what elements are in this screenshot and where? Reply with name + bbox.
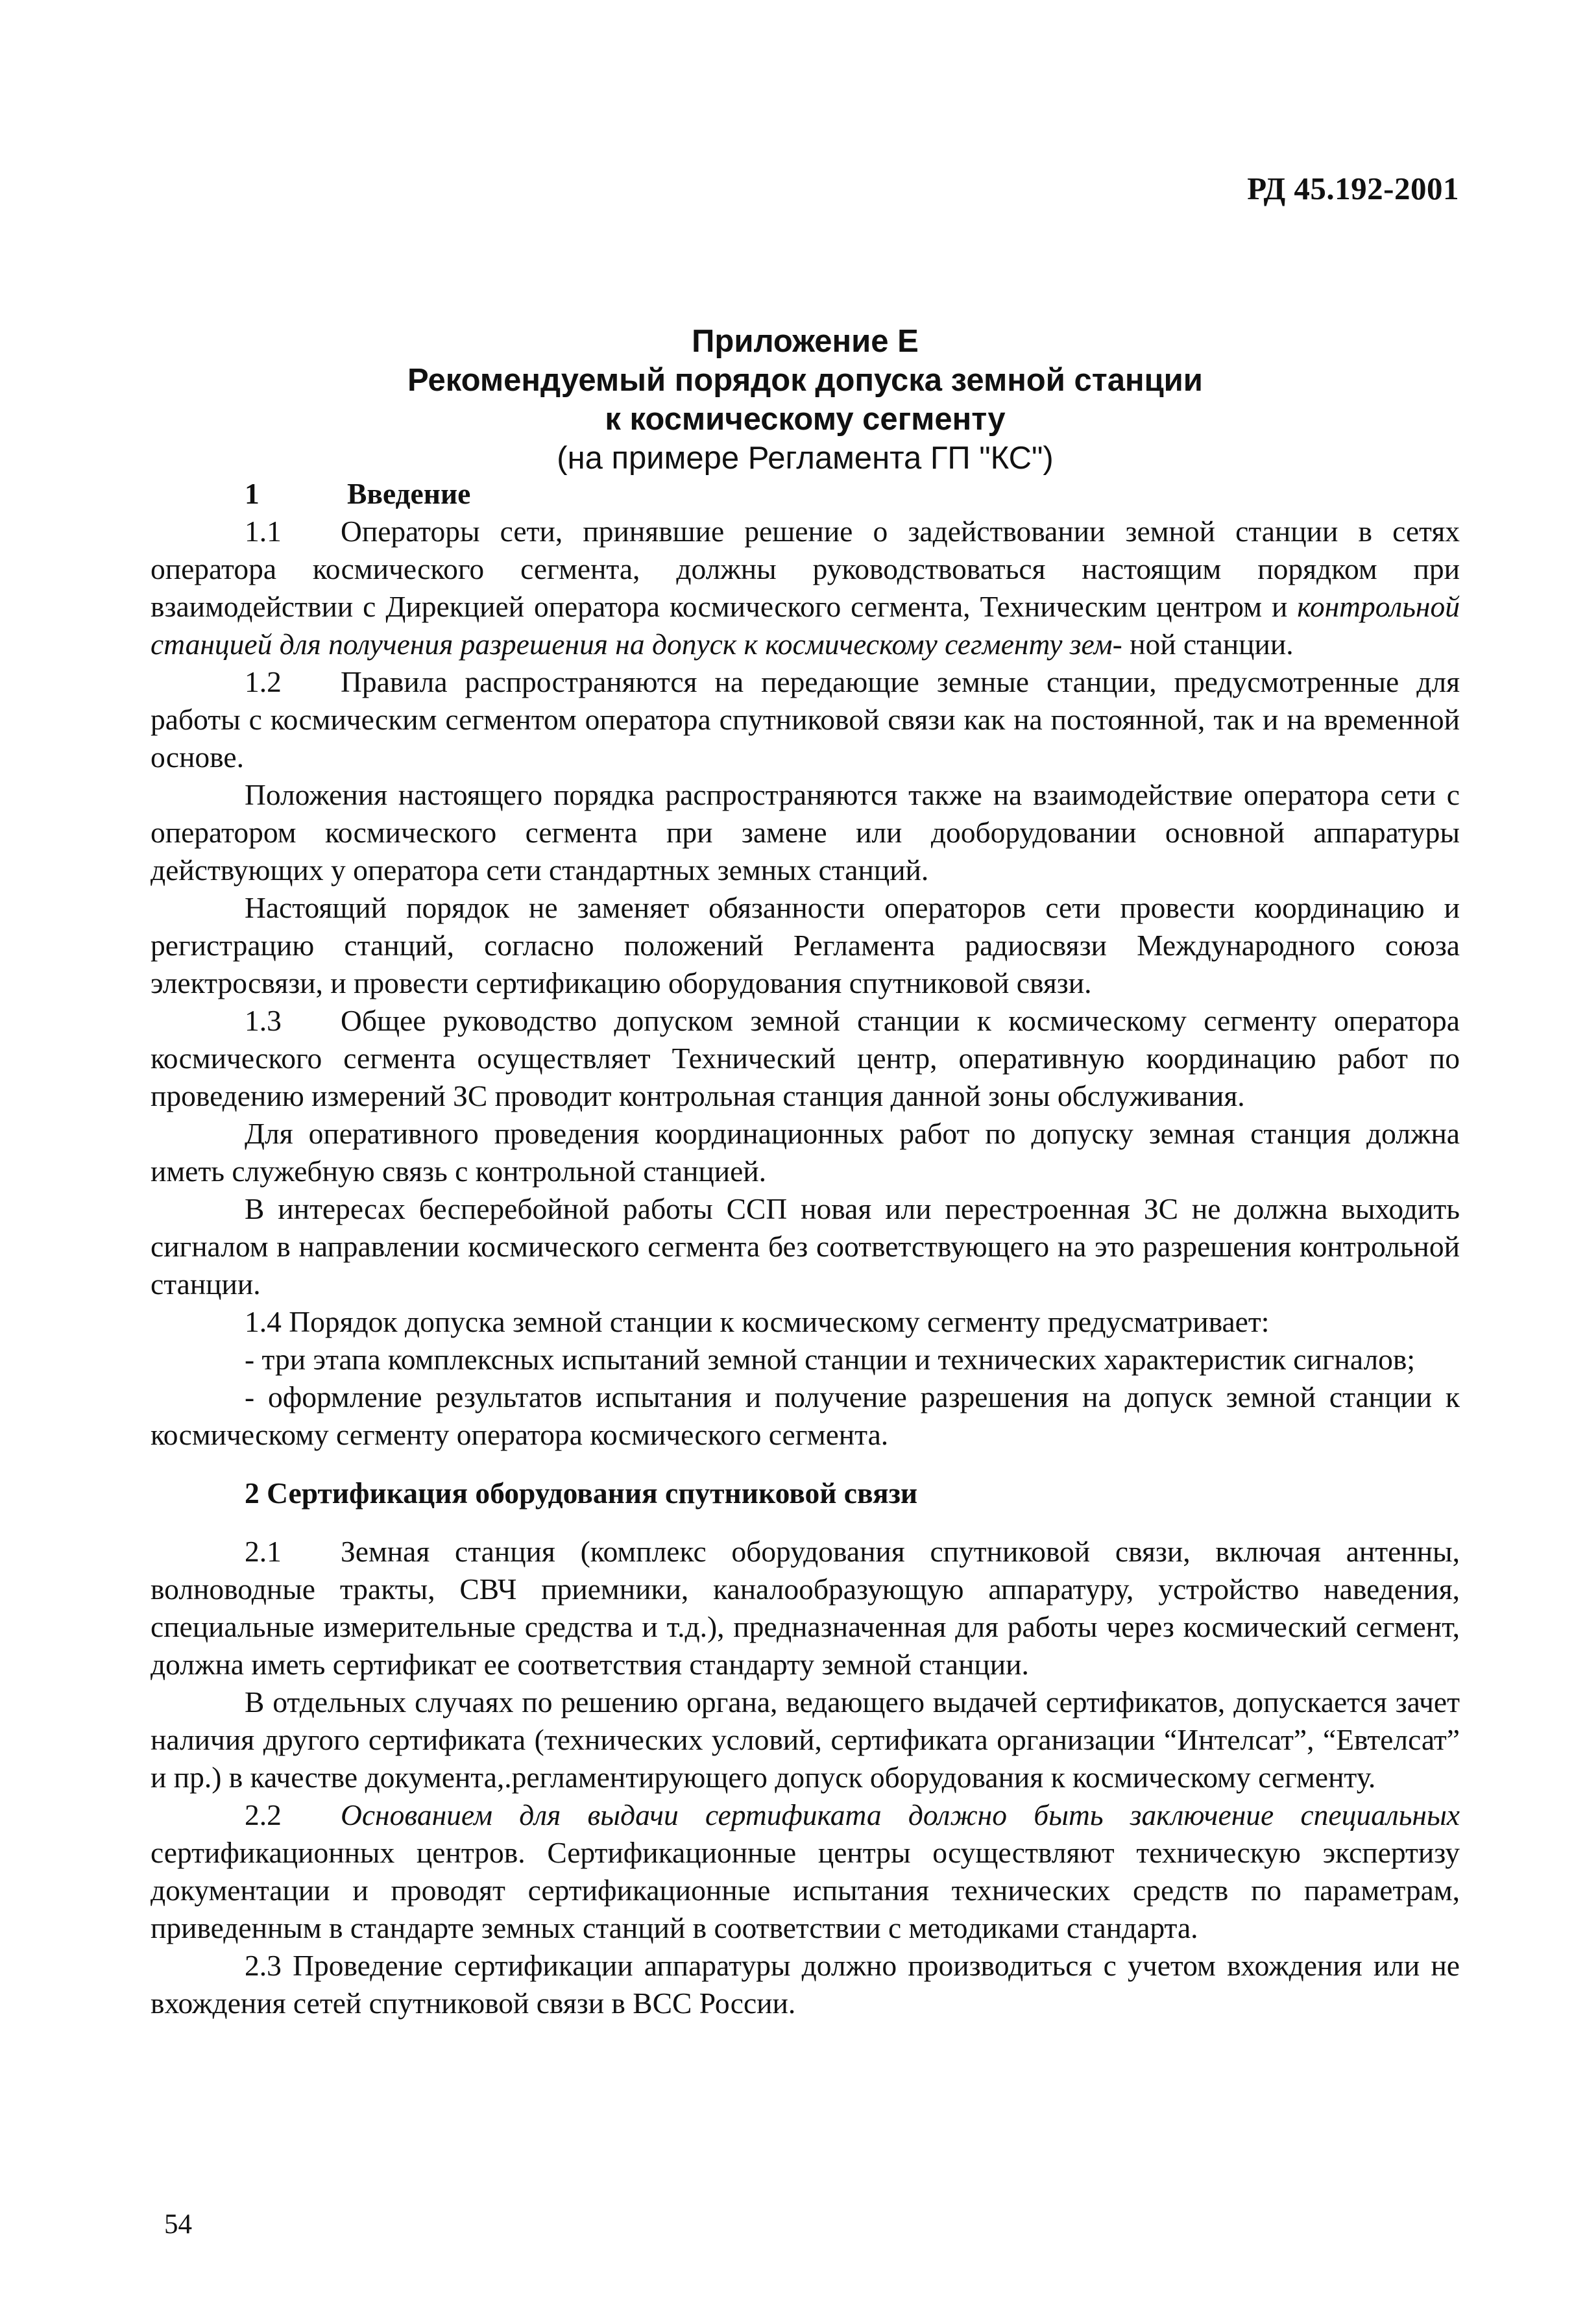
- paragraph-1-3-number: 1.3: [245, 1004, 282, 1037]
- paragraph-1-1-text: Операторы сети, принявшие решение о задействовании земной станции в сетях оператора космического сегмента, должны руководствоваться настоящим порядком при взаимодействии с Дирекцией оператора космического сегмента, Техническим центром и: [151, 515, 1460, 623]
- section-2-heading: 2 Сертификация оборудования спутниковой связи: [245, 1476, 918, 1510]
- paragraph-2-2-number: 2.2: [245, 1798, 282, 1831]
- paragraph-1-1: [151, 513, 1460, 663]
- list-item-tests: - три этапа комплексных испытаний земной станции и технических характеристик сигналов;: [245, 1343, 1416, 1376]
- paragraph-1-3-text: Общее руководство допуском земной станции к космическому сегменту оператора космического сегмента осуществляет Технический центр, оперативную координацию работ по проведению измерений ЗС проводит контрольная станция данной зоны обслуживания.: [151, 1004, 1460, 1112]
- document-body: [151, 475, 1460, 2022]
- appendix-title-line-1: Рекомендуемый порядок допуска земной станции: [407, 363, 1203, 398]
- page-number: 54: [164, 2209, 192, 2240]
- paragraph-scope: Положения настоящего порядка распространяются также на взаимодействие оператора сети с оператором космического сегмента при замене или дооборудовании основной аппаратуры действующих у оператора сети стандартных земных станций.: [151, 778, 1460, 887]
- paragraph-1-4: 1.4 Порядок допуска земной станции к космическому сегменту предусматривает:: [245, 1305, 1270, 1338]
- document-code: РД 45.192-2001: [1247, 171, 1459, 206]
- paragraph-1-2: [151, 663, 1460, 776]
- paragraph-1-1-tail: ной станции.: [1130, 628, 1294, 661]
- paragraph-2-1: [151, 1533, 1460, 1683]
- paragraph-2-2: [151, 1796, 1460, 1947]
- list-item-results: - оформление результатов испытания и получение разрешения на допуск земной станции к космическому сегменту оператора космического сегмента.: [151, 1380, 1460, 1451]
- paragraph-service-link: Для оперативного проведения координационных работ по допуску земная станция должна иметь служебную связь с контрольной станцией.: [151, 1117, 1460, 1188]
- paragraph-1-1-number: 1.1: [245, 515, 282, 548]
- paragraph-2-1-text: Земная станция (комплекс оборудования спутниковой связи, включая антенны, волноводные тракты, СВЧ приемники, каналообразующую аппаратуру, устройство наведения, специальные измерительные средства и т.д.), предназначенная для работы через космический сегмент, должна иметь сертификат ее соответствия стандарту земной станции.: [151, 1535, 1460, 1681]
- appendix-label: Приложение Е: [692, 324, 919, 359]
- section-1-title: Введение: [347, 477, 471, 510]
- paragraph-1-2-number: 1.2: [245, 665, 282, 698]
- section-1-number: 1: [245, 477, 260, 510]
- paragraph-2-2-text: сертификационных центров. Сертификационные центры осуществляют техническую экспертизу документации и проводят сертификационные испытания технических средств по параметрам, приведенным в стандарте земных станций в соответствии с методиками стандарта.: [151, 1836, 1460, 1944]
- section-1-heading: [245, 475, 1460, 513]
- paragraph-1-1-italic: контрольной станцией для получения разрешения на допуск к космическому сегменту зем-: [151, 590, 1460, 661]
- paragraph-2-2-italic: Основанием для выдачи сертификата должно быть заключение специальных: [341, 1798, 1460, 1831]
- paragraph-other-certificates: В отдельных случаях по решению органа, ведающего выдачей сертификатов, допускается зачет наличия другого сертификата (технических условий, сертификата организации “Интелсат”, “Евтелсат” и пр.) в качестве документа,.регламентирующего допуск оборудования к космическому сегменту.: [151, 1685, 1460, 1794]
- appendix-subtitle: (на примере Регламента ГП "КС"): [557, 441, 1054, 476]
- paragraph-2-1-number: 2.1: [245, 1535, 282, 1568]
- paragraph-2-3: 2.3 Проведение сертификации аппаратуры должно производиться с учетом вхождения или не вхождения сетей спутниковой связи в ВСС России.: [151, 1949, 1460, 2020]
- paragraph-1-3: [151, 1002, 1460, 1115]
- paragraph-obligations: Настоящий порядок не заменяет обязанности операторов сети провести координацию и регистрацию станций, согласно положений Регламента радиосвязи Международного союза электросвязи, и провести сертификацию оборудования спутниковой связи.: [151, 891, 1460, 999]
- paragraph-uninterrupted: В интересах бесперебойной работы ССП новая или перестроенная ЗС не должна выходить сигналом в направлении космического сегмента без соответствующего на это разрешения контрольной станции.: [151, 1192, 1460, 1301]
- appendix-title-block: [151, 322, 1460, 478]
- appendix-title-line-2: к космическому сегменту: [605, 402, 1006, 437]
- paragraph-1-2-text: Правила распространяются на передающие земные станции, предусмотренные для работы с космическим сегментом оператора спутниковой связи как на постоянной, так и на временной основе.: [151, 665, 1460, 774]
